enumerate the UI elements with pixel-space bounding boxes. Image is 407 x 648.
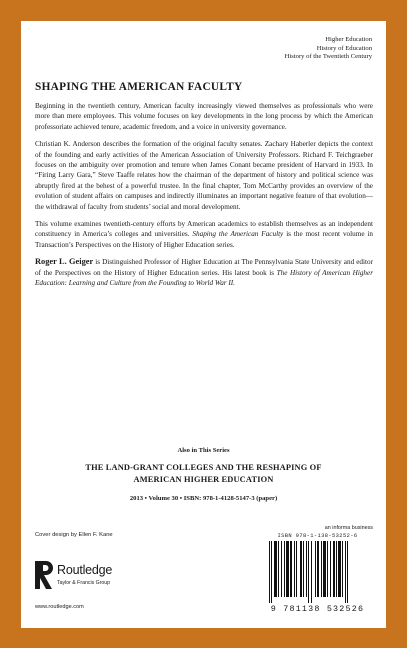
paragraph-3-italic-title: Shaping the American Faculty — [192, 230, 284, 239]
barcode-bar — [284, 541, 285, 597]
barcode-bar — [281, 541, 282, 597]
series-title-line-2: AMERICAN HIGHER EDUCATION — [133, 475, 274, 484]
series-title-line-1: THE LAND-GRANT COLLEGES AND THE RESHAPING OF — [85, 463, 322, 472]
description-paragraph-2: Christian K. Anderson describes the formation of the original faculty senates. Zachary Haberler depicts the context of the founding and early activities of the American Association of University Professors. Richard F. Teichgraeber focuses on the ambiguity over promotion and tenure when James Conant became president of Harvard in 1933. In “Firing Larry Gara,” Steve Taaffe relates how the chairman of the department of history and political science was abruptly fired at the behest of a powerful trustee. In the final chapter, Tom McCarthy provides an overview of the evolution of student affairs on campuses and indirectly illuminates an important negative feature of that evolution—the withdrawal of faculty from students’ social and moral development. — [35, 140, 373, 211]
barcode-digits: 9 781138 532526 — [270, 604, 365, 614]
barcode-bar — [306, 541, 307, 597]
description-paragraph-3 — [35, 219, 373, 250]
barcode-bar — [315, 541, 316, 597]
informa-business-tag: an informa business — [324, 525, 373, 531]
book-title: SHAPING THE AMERICAN FACULTY — [35, 81, 243, 93]
barcode-bar — [330, 541, 331, 597]
description-paragraph-1: Beginning in the twentieth century, American faculty increasingly viewed themselves as professionals who were more than mere employees. This volume focuses on key developments in the long process by which the American professoriate achieved tenure, academic freedom, and a voice in university governance. — [35, 102, 373, 131]
publisher-name: Routledge — [57, 563, 113, 577]
barcode-bar — [327, 541, 328, 597]
paragraph-3-lead: This volume examines twentieth-century efforts by American academics to establish themselves as an independent constituency in America’s colleges and universities. — [35, 220, 373, 239]
series-book-title — [21, 462, 386, 486]
cover-design-credit: Cover design by Ellen F. Kane — [35, 532, 113, 538]
barcode-bar — [303, 541, 304, 597]
subject-item: History of Education — [316, 44, 372, 52]
barcode-bar — [286, 541, 289, 597]
routledge-r-icon — [35, 560, 55, 590]
barcode-bar — [308, 541, 309, 603]
barcode-bar — [294, 541, 295, 597]
barcode-bar — [274, 541, 277, 597]
paragraph-3-tail: is the most recent volume in Transaction’s Perspectives on the History of Higher Education series. — [35, 230, 374, 249]
barcode-bar — [338, 541, 341, 597]
barcode-bar — [336, 541, 337, 597]
barcode-bar — [317, 541, 319, 597]
author-bio-text: is Distinguished Professor of Higher Education at The Pennsylvania State University and editor of the Perspectives on the History of Higher Education series. His latest book is — [35, 258, 373, 277]
isbn-label: ISBN 978-1-138-53252-6 — [277, 533, 358, 539]
publisher-url: www.routledge.com — [35, 604, 84, 610]
barcode-bar — [311, 541, 312, 603]
description — [35, 101, 373, 289]
subject-item: History of the Twentieth Century — [284, 53, 372, 61]
also-in-series-label: Also in This Series — [177, 447, 230, 454]
barcode-bar — [296, 541, 297, 597]
publisher-group: Taylor & Francis Group — [57, 580, 111, 586]
barcode-icon — [263, 541, 372, 603]
barcode-bar — [290, 541, 292, 597]
author-latest-book: The History of American Higher Education: Learning and Culture from the Founding to World War II. — [35, 268, 373, 288]
series-book-meta: 2013 • Volume 30 • ISBN: 978-1-4128-5147-3 (paper) — [129, 495, 278, 502]
barcode-bar — [321, 541, 322, 597]
author-name: Roger L. Geiger — [35, 257, 94, 267]
publisher-logo — [35, 560, 165, 614]
back-cover-panel — [21, 21, 386, 628]
subject-item: Higher Education — [325, 36, 372, 43]
barcode-bar — [300, 541, 302, 597]
barcode-bar — [342, 541, 343, 597]
barcode-bar — [347, 541, 348, 603]
barcode-bar — [278, 541, 279, 597]
barcode-bar — [271, 541, 272, 603]
barcode-bar — [323, 541, 326, 597]
author-bio — [35, 257, 373, 288]
subject-categories — [285, 36, 372, 62]
isbn-barcode — [259, 533, 376, 616]
barcode-bar — [333, 541, 335, 597]
barcode-bar — [345, 541, 346, 603]
barcode-bar — [269, 541, 270, 603]
